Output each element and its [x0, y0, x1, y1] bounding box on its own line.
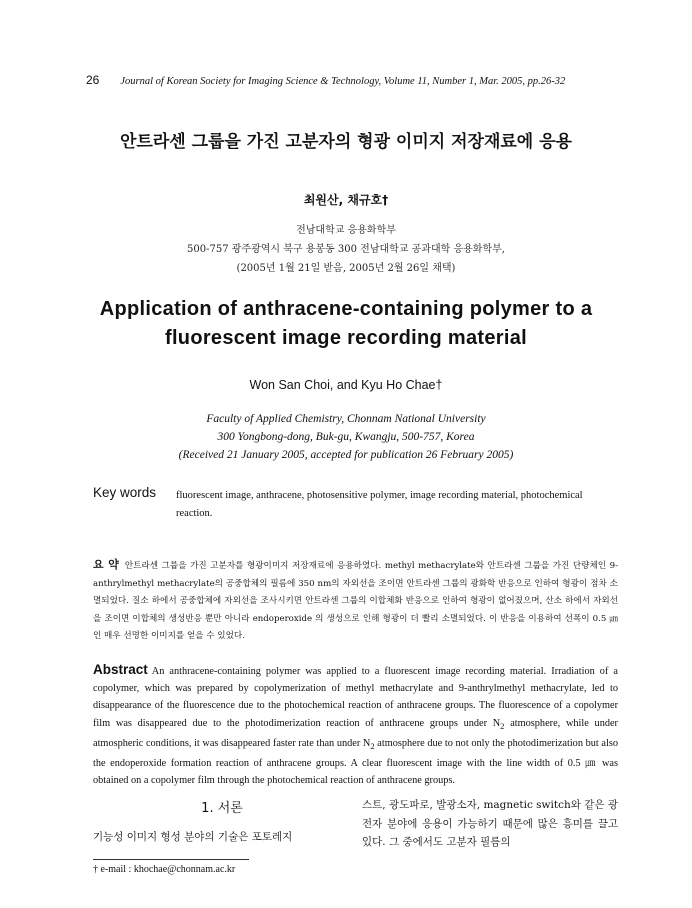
english-abstract-label: Abstract	[93, 662, 148, 677]
english-affiliation-line-2: 300 Yongbong-dong, Buk-gu, Kwangju, 500-757, Korea	[217, 431, 475, 443]
english-abstract-text-1: An anthracene-containing polymer was applied to a fluorescent image recording material. Irradiation of a copolymer, which was prepared by copolymerization of methyl methacrylate and 9-anthrylmethyl methacrylate, led to disappearance of the fluorescence due to the photochemical reaction of anthracene groups. The fluorescence of a copolymer film was disappeared due to the photodimerization reaction of anthracene groups under N	[93, 666, 618, 729]
english-title-line-1: Application of anthracene-containing polymer to a	[99, 298, 593, 320]
subscript-2: 2	[370, 740, 375, 751]
english-abstract-text-3: atmosphere due to not only the photodimerization but also the endoperoxide formation reaction of anthracene groups. A clear fluorescent image with the line width of 0.5 ㎛ was obtained on a copolymer film through the photochemical reaction of anthracene groups.	[93, 737, 618, 787]
english-title-line-2: fluorescent image recording material	[164, 327, 528, 349]
body-left-column: 기능성 이미지 형성 분야의 기술은 포토레지	[93, 831, 293, 843]
footnote-email: † e-mail : khochae@chonnam.ac.kr	[93, 864, 236, 875]
journal-citation: Journal of Korean Society for Imaging Science & Technology, Volume 11, Number 1, Mar. 2005, pp.26-32	[120, 76, 566, 87]
body-right-column: 스트, 광도파로, 발광소자, magnetic switch와 같은 광전자 분야에 응용이 가능하기 때문에 많은 흥미를 끌고 있다. 그 중에서도 고분자 필름의	[362, 799, 619, 848]
korean-received-dates: (2005년 1월 21일 받음, 2005년 2월 26일 채택)	[236, 263, 456, 274]
korean-authors: 최원산, 채규호†	[303, 193, 389, 207]
korean-title: 안트라센 그룹을 가진 고분자의 형광 이미지 저장재료에 응용	[120, 132, 572, 152]
subscript-2: 2	[500, 720, 505, 731]
english-abstract-text-2: atmosphere, while under atmospheric conditions, it was disappeared faster rate than under N	[93, 717, 618, 749]
english-title	[80, 295, 612, 353]
footnote-divider	[93, 859, 249, 860]
korean-affiliation-line-1: 전남대학교 응용화학부	[296, 225, 396, 236]
section-heading-introduction: 1. 서론	[201, 801, 243, 816]
running-head	[86, 73, 626, 88]
korean-abstract	[93, 556, 618, 646]
korean-abstract-text: 안트라센 그룹을 가진 고분자를 형광이미지 저장재료에 응용하였다. methyl methacrylate와 안트라센 그룹을 가진 단량체인 9-anthrylmethyl methacrylate의 공중합체의 필름에 350 nm의 자외선을 조이면 안트라센 그룹의 광화학 반응으로 인하여 형광이 점차 소멸되었다. 질소 하에서 공중합체에 자외선을 조사시키면 안트라센 그룹의 이합체화 반응으로 인하여 형광이 없어졌으며, 산소 하에서 자외선을 조이면 이합체의 생성반응 뿐만 아니라 endoperoxide 의 생성으로 인해 형광이 더 빨리 소멸되었다. 이 반응을 이용하여 선폭이 0.5 ㎛인 매우 선명한 이미지를 얻을 수 있었다.	[93, 561, 618, 641]
korean-abstract-label: 요 약	[93, 558, 119, 571]
page-number: 26	[86, 73, 100, 87]
english-affiliation-line-1: Faculty of Applied Chemistry, Chonnam National University	[206, 413, 486, 425]
english-authors: Won San Choi, and Kyu Ho Chae†	[249, 378, 443, 392]
keywords-text: fluorescent image, anthracene, photosensitive polymer, image recording material, photochemical reaction.	[176, 490, 583, 519]
korean-affiliation-line-2: 500-757 광주광역시 북구 용봉동 300 전남대학교 공과대학 응용화학부,	[187, 244, 505, 255]
english-received-dates: (Received 21 January 2005, accepted for publication 26 February 2005)	[178, 449, 514, 461]
english-abstract	[93, 661, 618, 790]
keywords-label: Key words	[93, 485, 157, 500]
